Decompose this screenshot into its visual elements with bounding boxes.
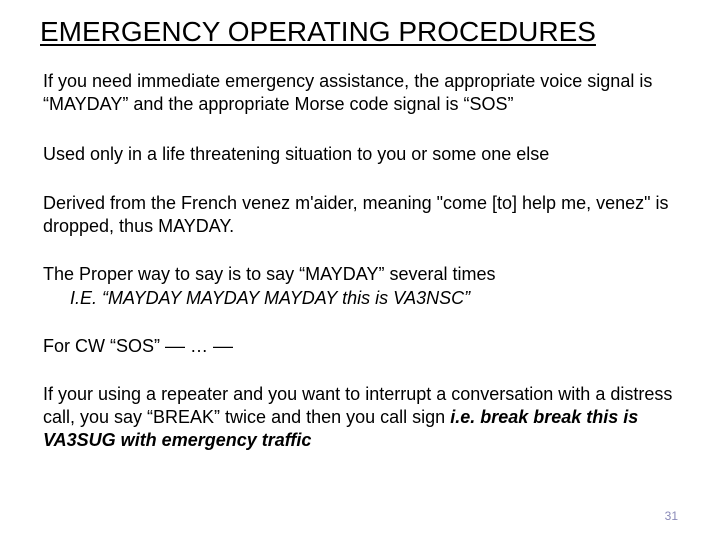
repeater-text: If your using a repeater and you want to interrupt a conversation with a distress call, you say “BREAK” twice and then you call sign bbox=[43, 384, 673, 427]
cw-sos-paragraph: For CW “SOS” –– … –– bbox=[43, 336, 234, 356]
repeater-paragraph bbox=[43, 383, 683, 452]
mayday-signal-paragraph: If you need immediate emergency assistance, the appropriate voice signal is “MAYDAY” and the appropriate Morse code signal is “SOS” bbox=[43, 71, 653, 114]
mayday-example: I.E. “MAYDAY MAYDAY MAYDAY this is VA3NSC” bbox=[70, 288, 471, 308]
slide-title: EMERGENCY OPERATING PROCEDURES bbox=[40, 16, 596, 47]
repeater-example: i.e. break break this is VA3SUG with emergency traffic bbox=[43, 407, 639, 450]
origin-paragraph: Derived from the French venez m'aider, meaning "come [to] help me, venez" is dropped, thus MAYDAY. bbox=[43, 193, 669, 236]
usage-paragraph: Used only in a life threatening situation to you or some one else bbox=[43, 144, 550, 164]
page-number: 31 bbox=[664, 509, 678, 523]
proper-way-paragraph: The Proper way to say is to say “MAYDAY” several times bbox=[43, 264, 496, 284]
